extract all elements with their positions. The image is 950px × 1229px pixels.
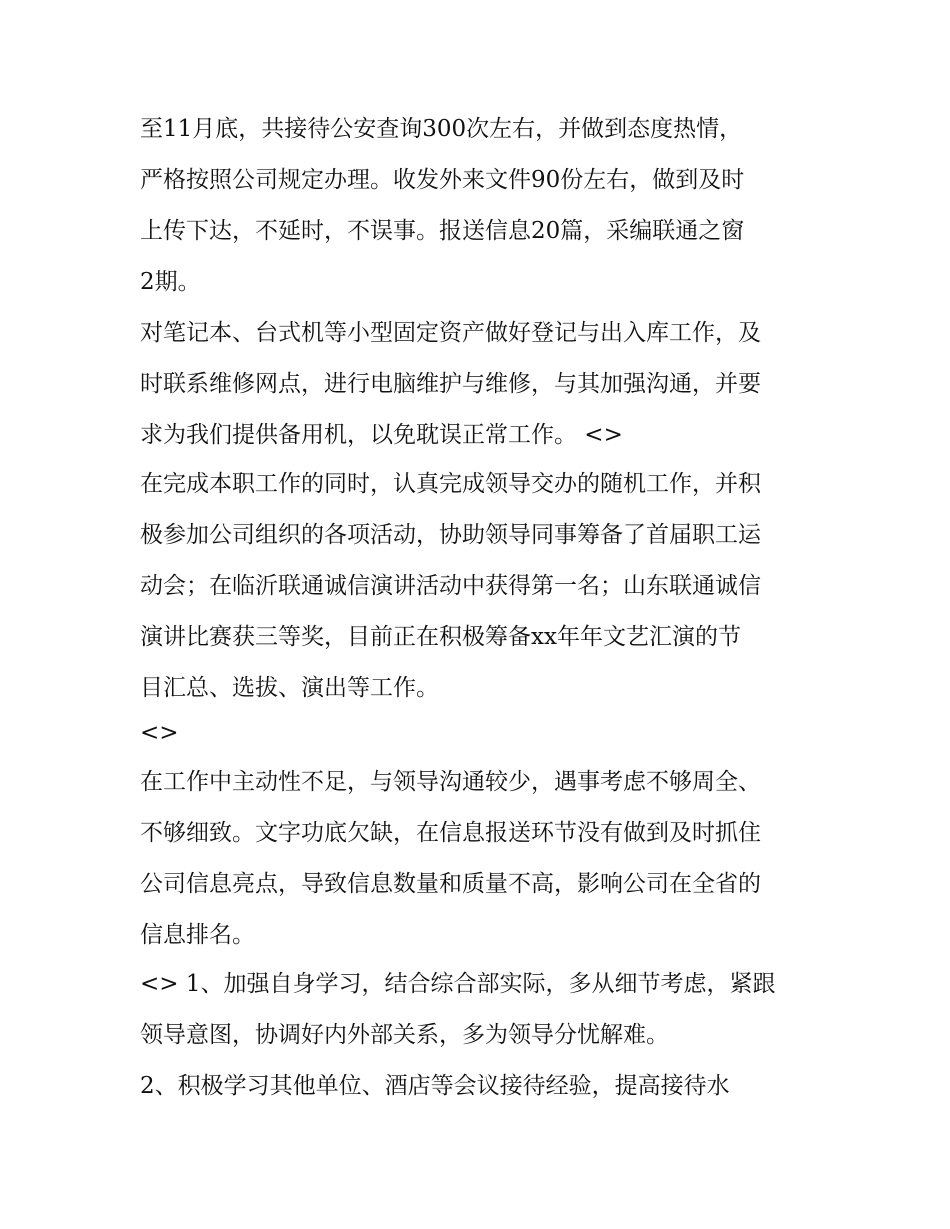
text-line: 上传下达，不延时，不误事。报送信息20篇，采编联通之窗 — [140, 218, 745, 244]
text-line: 演讲比赛获三等奖，目前正在积极筹备xx年年文艺汇演的节 — [140, 624, 741, 650]
text-line: 动会；在临沂联通诚信演讲活动中获得第一名；山东联通诚信 — [140, 573, 761, 599]
text-line: <> 1、加强自身学习，结合综合部实际，多从细节考虑，紧跟 — [140, 971, 776, 997]
text-line: 目汇总、选拔、演出等工作。 — [140, 675, 439, 701]
text-line: 至11月底，共接待公安查询300次左右，并做到态度热情， — [140, 116, 743, 142]
text-line: 对笔记本、台式机等小型固定资产做好登记与出入库工作，及 — [140, 320, 761, 346]
text-line: 求为我们提供备用机，以免耽误正常工作。 <> — [140, 422, 623, 448]
text-line: 领导意图，协调好内外部关系，多为领导分忧解难。 — [140, 1022, 669, 1048]
text-line: 2、积极学习其他单位、酒店等会议接待经验，提高接待水 — [140, 1073, 730, 1099]
text-line: 时联系维修网点，进行电脑维护与维修，与其加强沟通，并要 — [140, 371, 761, 397]
text-line: 公司信息亮点，导致信息数量和质量不高，影响公司在全省的 — [140, 871, 761, 897]
text-line: 不够细致。文字功底欠缺，在信息报送环节没有做到及时抓住 — [140, 820, 761, 846]
text-line: 极参加公司组织的各项活动，协助领导同事筹备了首届职工运 — [140, 522, 761, 548]
text-line: <> — [140, 720, 179, 746]
text-line: 在工作中主动性不足，与领导沟通较少，遇事考虑不够周全、 — [140, 769, 761, 795]
text-line: 严格按照公司规定办理。收发外来文件90份左右，做到及时 — [140, 167, 745, 193]
text-line: 在完成本职工作的同时，认真完成领导交办的随机工作，并积 — [140, 471, 761, 497]
text-line: 信息排名。 — [140, 922, 255, 948]
text-line: 2期。 — [140, 269, 201, 295]
